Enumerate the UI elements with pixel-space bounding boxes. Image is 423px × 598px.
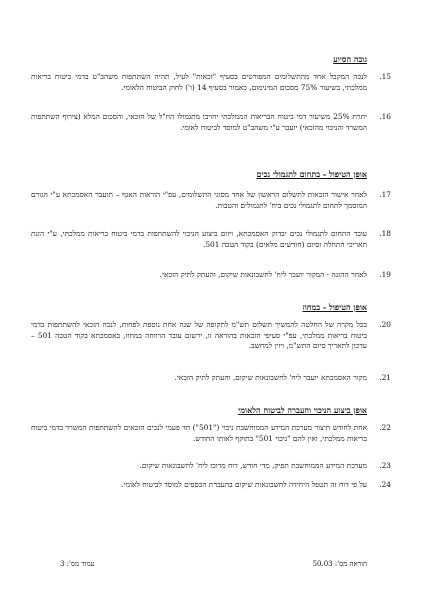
item-number: 23. xyxy=(379,461,391,470)
item-number: 16. xyxy=(379,112,391,121)
list-item-19 xyxy=(31,270,391,281)
list-item-18 xyxy=(31,229,391,250)
item-text: לאחר ההזנה - המקור יועבר ליח' לחשבונאות שיקום, והעתק לתיק הזכאי. xyxy=(159,270,367,279)
section-heading-execution: אופן ביצוע הניכוי והעברה לביטוח הלאומי xyxy=(238,405,367,415)
list-item-23 xyxy=(31,461,391,472)
section-heading-refund-amount: גובה הסיוע xyxy=(333,54,367,64)
item-text: לאחר אישור הזכאות לתשלום הראשון של אחד מסוגי התשלומים, עפ"י הוראות האגף – תועבר האסמכתא ע"י הגורם המוסמך לתחום לתגמולי נכים ביח' לתגמולים והטבות. xyxy=(31,190,367,210)
footer-instruction-number: הוראה מס': 50.03 xyxy=(312,560,367,568)
item-text: בכל מקרה של החלטה להמשיך תשלום תש"מ לתקופה של שנה אחת נוספת לפחות, לנכה הזכאי להשתתפות בדמי ביטוח בריאות ממלכתי, עפ"י סעיפי הזכאות בהוראה זו, ירשום עובד הרווחה במחוז, באסמכתא בקוד הטבה 501 – עדכון לתאריך סיום התש"מ, ויזין למחשב. xyxy=(31,320,367,351)
section-heading-treatment-district: אופן הטיפול - במחוז xyxy=(302,302,367,312)
item-number: 22. xyxy=(379,423,391,432)
item-number: 17. xyxy=(379,190,391,199)
list-item-16 xyxy=(31,112,391,133)
item-text: עובד התחום לתגמולי נכים יבדוק האסמכתא, ויזום ביצוע הניכוי להשתתפות בדמי ביטוח בריאות ממלכתי, ע"י הזנת תאריכי התחלה וסיום (חודשים מלאים) בקוד הטבה 501. xyxy=(31,229,367,249)
item-number: 18. xyxy=(379,229,391,238)
list-item-24 xyxy=(31,480,391,491)
section-heading-treatment-nursing: אופן הטיפול - בתחום לתגמולי נכים xyxy=(256,169,367,179)
list-item-22 xyxy=(31,423,391,444)
footer-page-number: עמוד מס': 3 xyxy=(60,560,95,568)
item-number: 15. xyxy=(379,72,391,81)
list-item-17 xyxy=(31,190,391,211)
item-text: מקור האסמכתא יועבר ליח' לחשבונאות שיקום, והעתק לתיק הזכאי. xyxy=(174,373,367,382)
item-number: 20. xyxy=(379,320,391,329)
item-text: לנכה המקבל אחד מהתשלומים המפורטים בסעיף "זכאות" לעיל, תהיה השתתפות משהב"ט בדמי ביטוח בריאות ממלכתי, בשיעור 75% מסכום המינימום, כאמור בסעיף 14 (ו') לחוק הביטוח הלאומי. xyxy=(31,72,367,92)
item-number: 24. xyxy=(379,480,391,489)
item-text: אחת לחודש תיצור מערכת המידע הממוחשבת ניכוי ("501") חד פעמי לנכים הזכאים להשתתפות המשרד בדמי ביטוח בריאות ממלכתי, ואין להם "ניכוי 501" בתוקף לאותו החודש. xyxy=(31,423,368,443)
list-item-21 xyxy=(31,373,391,384)
list-item-20 xyxy=(31,320,391,352)
item-text: מערכת המידע הממוחשבת תפיק, מדי חודש, דוח מרוכז ליח' לחשבונאות שיקום. xyxy=(139,461,367,470)
list-item-15 xyxy=(31,72,391,93)
item-text: על פי דוח זה תטפל היחידה לחשבונאות שיקום בהעברת הכספים למוסד לביטוח לאומי. xyxy=(121,480,367,489)
item-text: יתרת 25% משיעור דמי ביטוח הבריאות הממלכתי יחויבו מתגמולו הח"ל של הזכאי, והסכום המלא (צירוף השתתפות המשרד והניכוי מהזכאי) יועבר ע"י משהב"ט למוסד לביטוח לאומי. xyxy=(31,112,367,132)
item-number: 19. xyxy=(379,270,391,279)
item-number: 21. xyxy=(379,373,391,382)
